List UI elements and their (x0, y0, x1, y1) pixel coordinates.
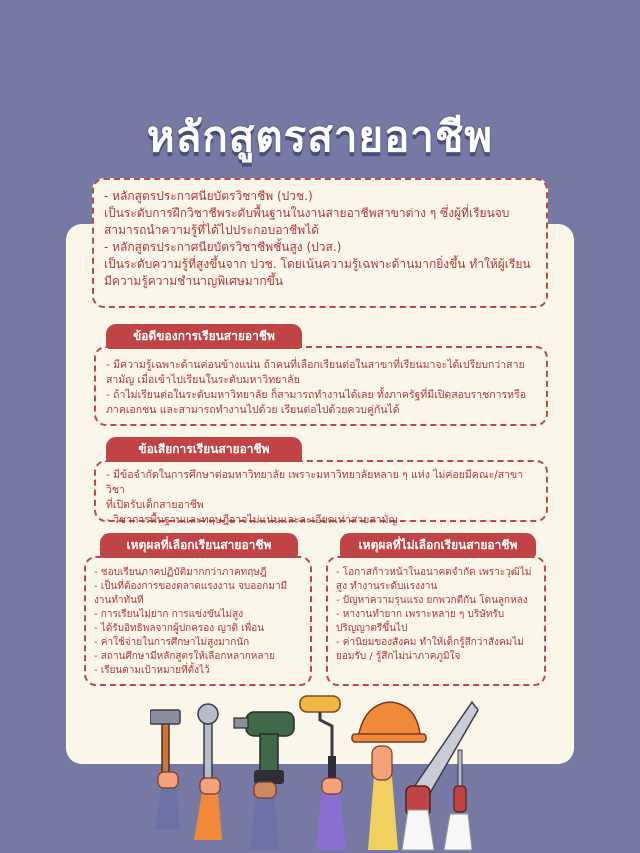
screwdriver-icon (444, 750, 472, 850)
pros-box (94, 346, 548, 426)
page-title: หลักสูตรสายอาชีพ (146, 112, 494, 161)
intro-line: มีความรู้ความชำนาญพิเศษมากขึ้น (104, 274, 284, 288)
cons-line: - มีข้อจำกัดในการศึกษาต่อมหาวิทยาลัย เพราะมหาวิทยาลัยหลาย ๆ แห่ง ไม่ค่อยมีคณะ/สาขาวิชา (106, 469, 524, 496)
reason-line: ยอมรับ / รู้สึกไม่น่าภาคภูมิใจ (336, 651, 461, 662)
pros-line: - มีความรู้เฉพาะด้านค่อนข้างแน่น ถ้าคนที่เลือกเรียนต่อในสาขาที่เรียนมาจะได้เปรียบกว่าสาย (106, 359, 525, 371)
drill-icon (234, 712, 294, 850)
intro-box (92, 178, 548, 308)
reason-line: - ค่าใช้จ่ายในการศึกษาไม่สูงมากนัก (94, 637, 250, 648)
reason-line: งานทำทันที (94, 595, 144, 606)
intro-line: - หลักสูตรประกาศนียบัตรวิชาชีพชั้นสูง (ปวส.) (104, 240, 342, 254)
reason-line: - ปัญหาความรุนแรง ยกพวกตีกัน โดนลูกหลง (336, 595, 528, 606)
reason-line: - ได้รับอิทธิพลจากผู้ปกครอง ญาติ เพื่อน (94, 623, 265, 634)
tools-illustration (150, 690, 480, 853)
reason-line: - การเรียนไม่ยาก การแข่งขันไม่สูง (94, 609, 244, 620)
reason-line: ปริญญาตรีขึ้นไป (336, 623, 408, 634)
cons-line: ที่เปิดรับเด็กสายอาชีพ (106, 499, 204, 511)
reasons-choose-heading: เหตุผลที่เลือกเรียนสายอาชีพ (100, 533, 298, 558)
cons-line: - วิชาการพื้นฐานและทฤษฎีอาจไม่แน่นและละเอียดเท่าสายสามัญ (106, 514, 398, 526)
intro-line: เป็นระดับความรู้ที่สูงขึ้นจาก ปวช. โดยเน้นความรู้เฉพาะด้านมากยิ่งขึ้น ทำให้ผู้เรียน (104, 257, 531, 271)
pros-line: - ถ้าไม่เรียนต่อในระดับมหาวิทยาลัย ก็สามารถทำงานได้เลย ทั้งภาครัฐที่มีเปิดสอบราชการหรือ (106, 389, 527, 401)
cons-heading: ข้อเสียการเรียนสายอาชีพ (106, 437, 302, 462)
reason-line: - สถานศึกษามีหลักสูตรให้เลือกหลากหลาย (94, 651, 276, 662)
paint-roller-icon (300, 696, 346, 850)
cons-box (94, 460, 548, 526)
reason-line: - หางานทำยาก เพราะหลาย ๆ บริษัทรับ (336, 609, 505, 620)
intro-line: เป็นระดับการฝึกวิชาชีพระดับพื้นฐานในงานสายอาชีพสาขาต่าง ๆ ซึ่งผู้ที่เรียนจบ (104, 206, 510, 220)
reason-line: สูง ทำงานระดับแรงงาน (336, 581, 438, 592)
reason-line: - ชอบเรียนภาคปฏิบัติมากกว่าภาคทฤษฎี (94, 567, 267, 578)
reason-line: - โอกาสก้าวหน้าในอนาคตจำกัด เพราะวุฒิไม่ (336, 567, 532, 578)
reasons-not-choose-box (326, 556, 546, 686)
intro-line: สามารถนำความรู้ที่ได้ไปประกอบอาชีพได้ (104, 223, 320, 237)
reason-line: - เรียนตามเป้าหมายที่ตั้งไว้ (94, 665, 210, 676)
pros-line: สามัญ เมื่อเข้าไปเรียนในระดับมหาวิทยาลัย (106, 374, 300, 386)
intro-line: - หลักสูตรประกาศนียบัตรวิชาชีพ (ปวช.) (104, 189, 313, 203)
reason-line: - เป็นที่ต้องการของตลาดแรงงาน จบออกมามี (94, 581, 288, 592)
pros-heading: ข้อดีของการเรียนสายอาชีพ (106, 324, 302, 349)
reasons-choose-box (84, 556, 312, 686)
hammer-icon (150, 710, 180, 830)
pros-line: ภาคเอกชน และสามารถทำงานไปด้วย เรียนต่อไปด้วยควบคู่กันได้ (106, 404, 400, 416)
reason-line: - ค่านิยมของสังคม ทำให้เด็กรู้สึกว่าสังคมไม่ (336, 637, 524, 648)
wrench-icon (194, 704, 222, 840)
reasons-not-choose-heading: เหตุผลที่ไม่เลือกเรียนสายอาชีพ (340, 533, 536, 558)
